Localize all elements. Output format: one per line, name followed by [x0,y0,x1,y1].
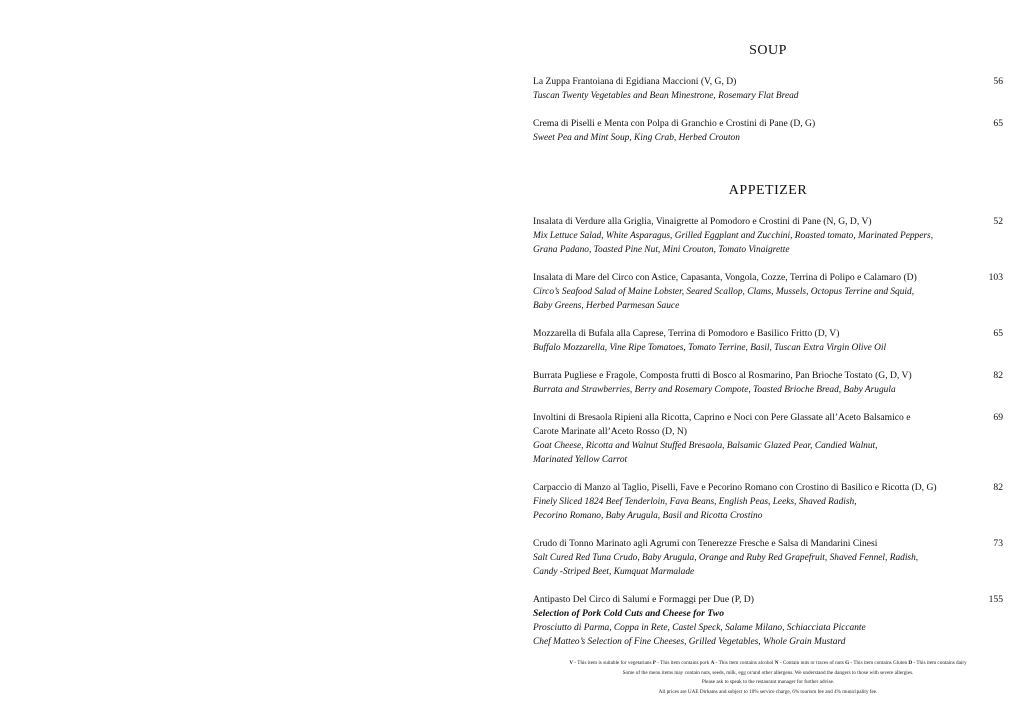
allergen-notice: Some of the menu items may contain nuts, seeds, milk, egg or/and other allergens. We understand the dangers to those with severe allergies. [622,669,914,676]
item-description: Marinated Yellow Carrot [533,455,628,465]
item-name: Antipasto Del Circo di Salumi e Formaggi per Due (P, D) [533,594,754,605]
price-notice: All prices are UAE Dirhams and subject to 10% service charge, 6% tourism fee and 4% municipality fee. [658,688,878,695]
item-description: Grana Padano, Toasted Pine Nut, Mini Crouton, Tomato Vinaigrette [533,245,790,255]
item-price: 73 [993,538,1003,549]
item-price: 56 [993,76,1003,87]
item-description: Tuscan Twenty Vegetables and Bean Minestrone, Rosemary Flat Bread [533,91,799,101]
menu-item-burrata-pugliese [533,369,1003,397]
item-price: 103 [988,272,1003,283]
item-name: La Zuppa Frantoiana di Egidiana Maccioni (V, G, D) [533,76,737,87]
allergen-footer [533,659,1003,697]
item-description: Mix Lettuce Salad, White Asparagus, Grilled Eggplant and Zucchini, Roasted tomato, Marinated Peppers, [533,231,934,241]
item-description: Goat Cheese, Ricotta and Walnut Stuffed Bresaola, Balsamic Glazed Pear, Candied Walnut, [533,441,878,451]
item-price: 65 [993,118,1003,129]
item-description: Sweet Pea and Mint Soup, King Crab, Herbed Crouton [533,133,740,143]
menu-item-mozzarella-di-bufala [533,327,1003,355]
menu-item-crudo-di-tonno [533,537,1003,579]
legend-code: D [908,660,913,666]
item-price: 65 [993,328,1003,339]
legend-text: - Contain nuts or traces of nuts [778,660,846,666]
item-name: Carpaccio di Manzo al Taglio, Piselli, Fave e Pecorino Romano con Crostino di Basilico e Ricotta (D, G) [533,482,937,493]
legend-code: N [774,660,779,666]
item-price: 69 [993,412,1003,423]
legend-text: - This item contains dairy [912,660,967,666]
item-description: Finely Sliced 1824 Beef Tenderloin, Fava Beans, English Peas, Leeks, Shaved Radish, [533,497,857,507]
item-name: Insalata di Verdure alla Griglia, Vinaigrette al Pomodoro e Crostini di Pane (N, G, D, V) [533,216,872,227]
legend-code: P [652,660,656,666]
legend-code: G [845,660,850,666]
item-description: Pecorino Romano, Baby Arugula, Basil and Ricotta Crostino [533,511,763,521]
item-name: Involtini di Bresaola Ripieni alla Ricotta, Caprino e Noci con Pere Glassate all’Aceto Balsamico e Carote Marinate all’Aceto Rosso (D, N) [533,412,911,437]
menu-item-crema-di-piselli [533,117,1003,145]
item-name: Mozzarella di Bufala alla Caprese, Terrina di Pomodoro e Basilico Fritto (D, V) [533,328,840,339]
menu-item-insalata-di-mare [533,271,1003,313]
legend-text: - This item contains alcohol [714,660,775,666]
manager-notice: Please ask to speak to the restaurant manager for further advise. [701,679,835,685]
legend-code: A [710,660,715,666]
item-description: Buffalo Mozzarella, Vine Ripe Tomatoes, Tomato Terrine, Basil, Tuscan Extra Virgin Olive Oil [533,343,887,353]
legend-text: - This item contains Gluten [849,660,909,666]
menu-item-zuppa-frantoiana [533,75,1003,103]
item-price: 82 [993,482,1003,493]
item-name: Insalata di Mare del Circo con Astice, Capasanta, Vongola, Cozze, Terrina di Polipo e Calamaro (D) [533,272,917,283]
item-description: Burrata and Strawberries, Berry and Rosemary Compote, Toasted Brioche Bread, Baby Arugula [533,385,896,395]
legend-code: V [569,660,574,666]
item-description: Candy -Striped Beet, Kumquat Marmalade [533,567,695,577]
item-name: Crudo di Tonno Marinato agli Agrumi con Tenerezze Fresche e Salsa di Mandarini Cinesi [533,538,878,549]
menu-item-antipasto-del-circo [533,593,1003,649]
allergen-legend [533,659,1003,669]
menu-item-carpaccio-di-manzo [533,481,1003,523]
soup-heading: SOUP [749,43,787,58]
item-price: 82 [993,370,1003,381]
item-description: Baby Greens, Herbed Parmesan Sauce [533,301,680,311]
item-price: 155 [988,594,1003,605]
legend-text: - This item is suitable for vegetarians [573,660,653,666]
menu-item-insalata-di-verdure [533,215,1003,257]
item-subtitle: Selection of Pork Cold Cuts and Cheese for Two [533,608,724,619]
item-description: Chef Matteo’s Selection of Fine Cheeses, Grilled Vegetables, Whole Grain Mustard [533,637,846,647]
item-description: Salt Cured Red Tuna Crudo, Baby Arugula, Orange and Ruby Red Grapefruit, Shaved Fennel, Radish, [533,553,919,563]
item-name: Burrata Pugliese e Fragole, Composta frutti di Bosco al Rosmarino, Pan Brioche Tostato (G, D, V) [533,370,912,381]
appetizer-heading: APPETIZER [728,183,808,198]
menu-item-involtini-di-bresaola [533,411,1003,467]
item-price: 52 [993,216,1003,227]
legend-text: - This item contains pork [655,660,711,666]
item-description: Prosciutto di Parma, Coppa in Rete, Castel Speck, Salame Milano, Schiacciata Piccante [533,623,866,633]
item-description: Circo’s Seafood Salad of Maine Lobster, Seared Scallop, Clams, Mussels, Octopus Terrine and Squid, [533,287,915,297]
item-name: Crema di Piselli e Menta con Polpa di Granchio e Crostini di Pane (D, G) [533,118,816,129]
